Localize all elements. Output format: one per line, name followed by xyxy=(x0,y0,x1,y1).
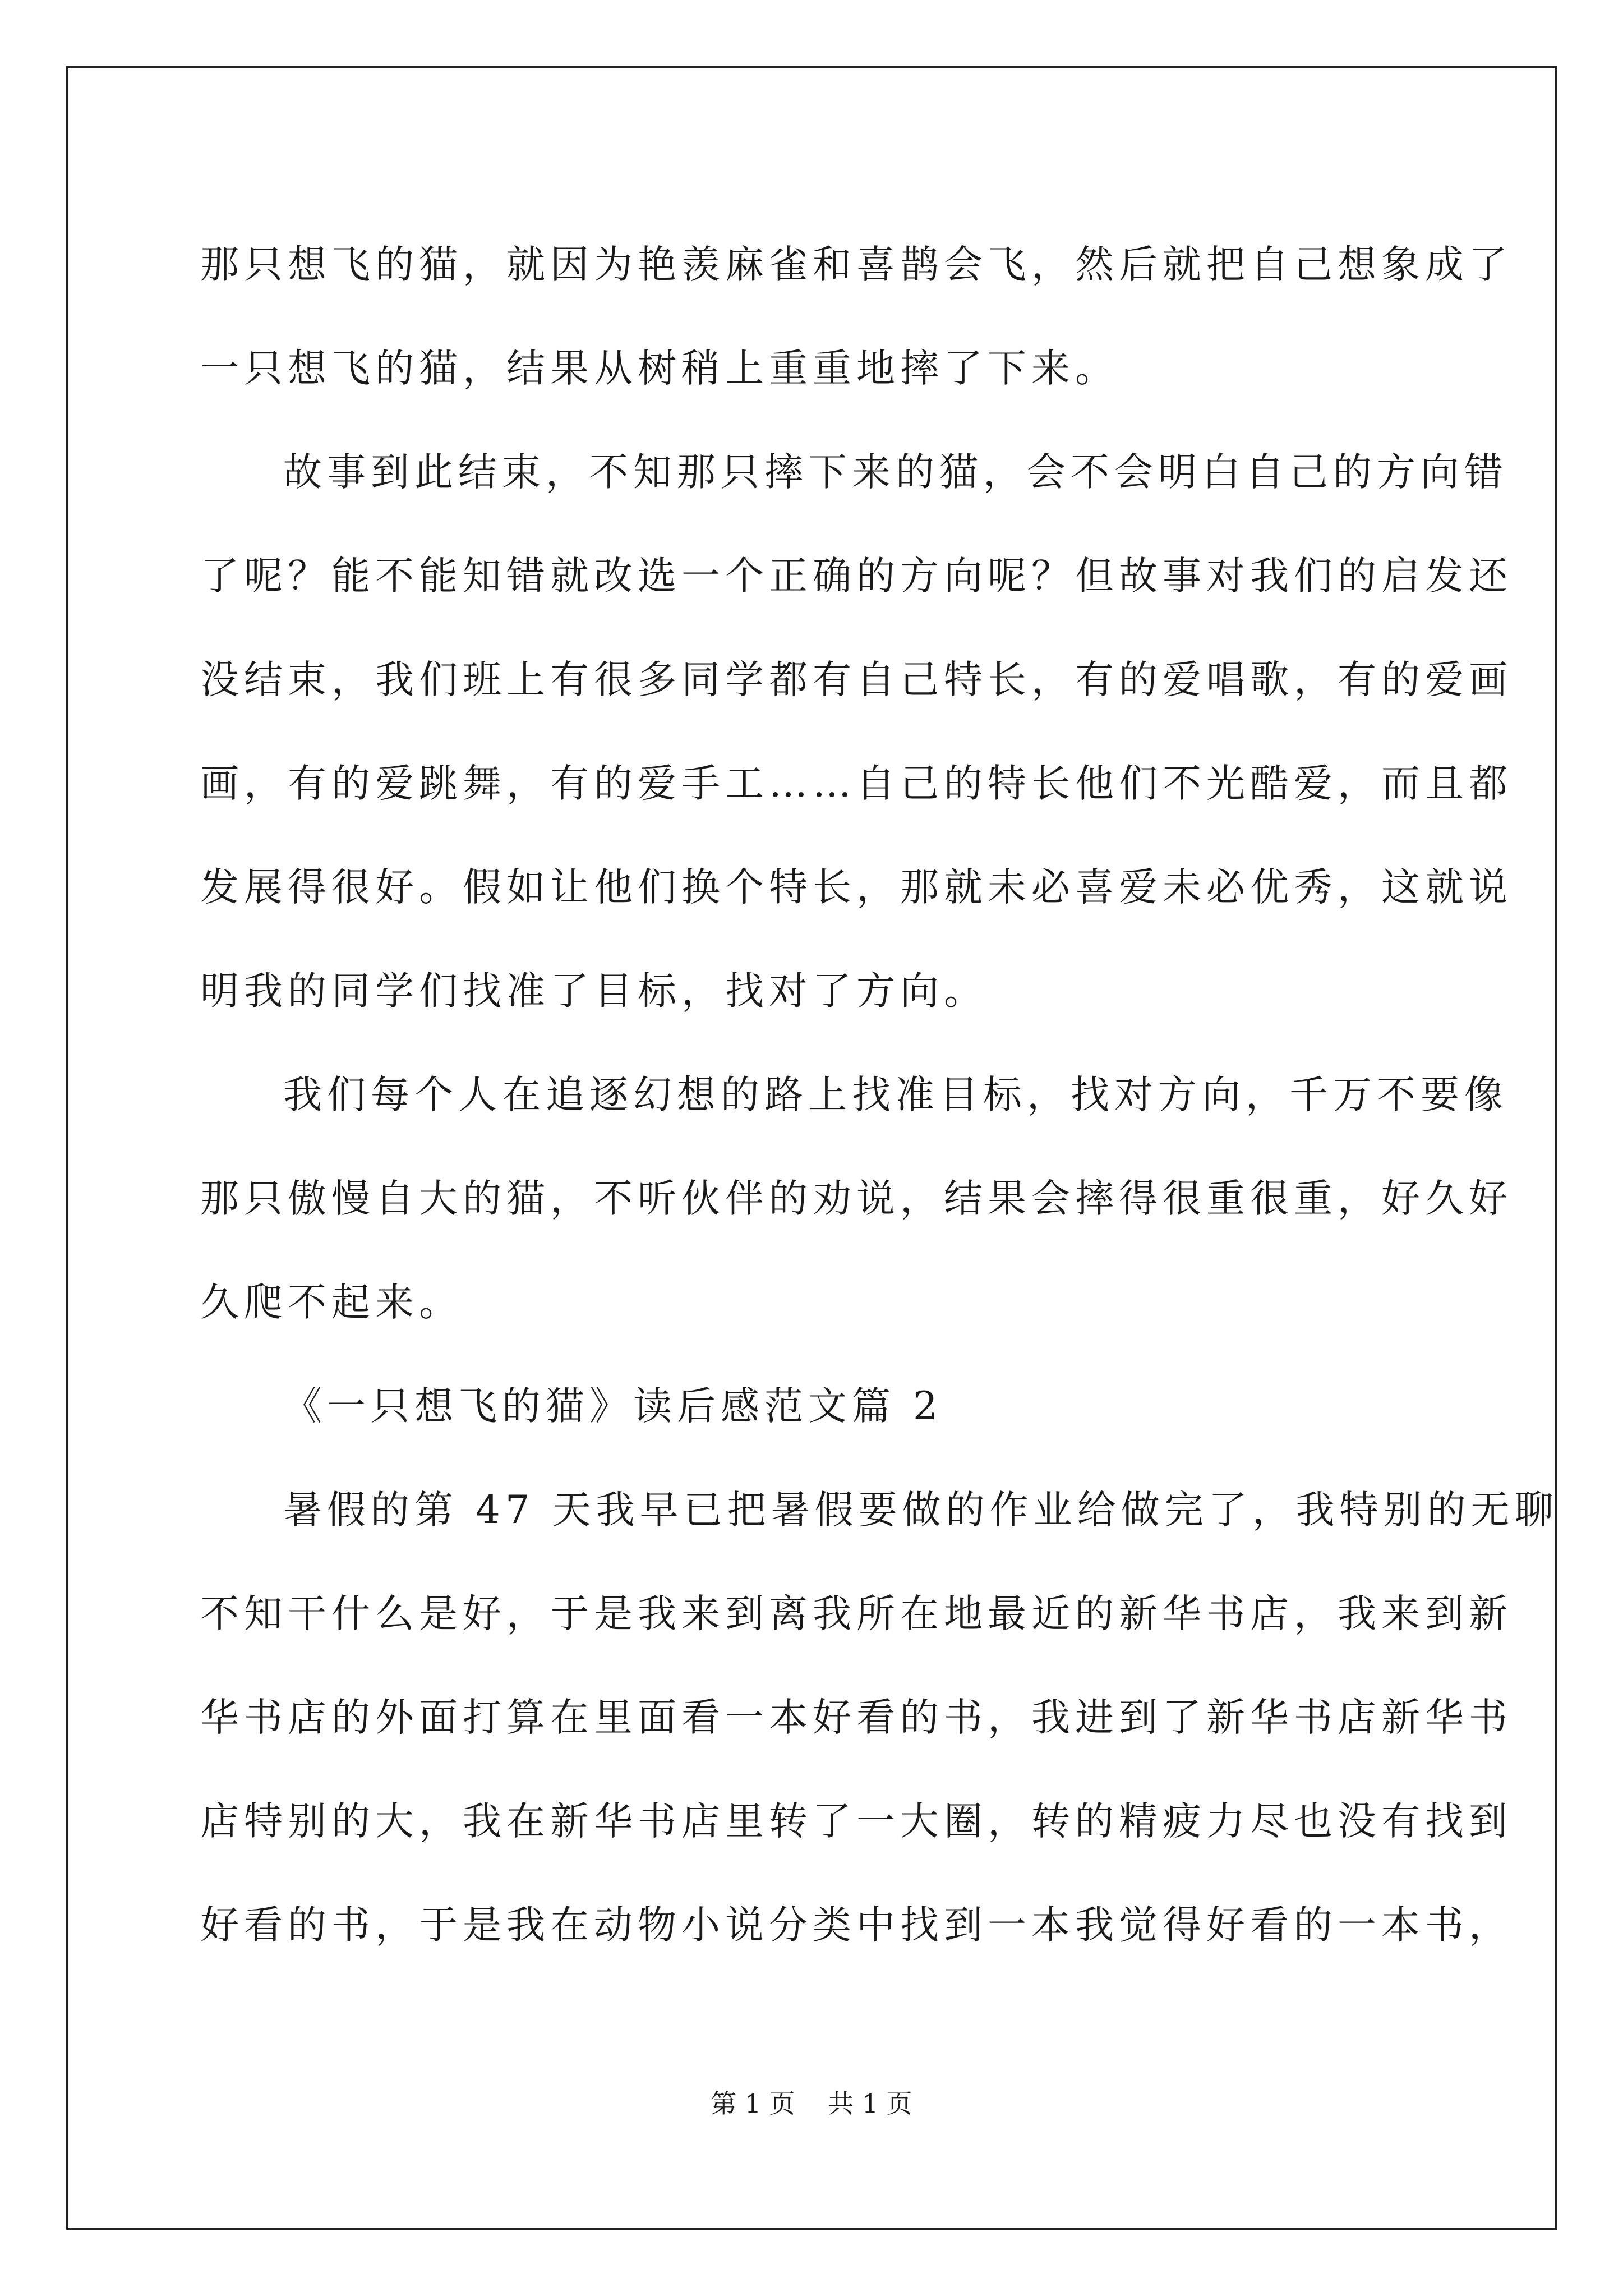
text-line: 华书店的外面打算在里面看一本好看的书，我进到了新华书店新华书 xyxy=(200,1695,1513,1740)
text-line: 没结束，我们班上有很多同学都有自己特长，有的爱唱歌，有的爱画 xyxy=(200,657,1513,702)
text-line: 明我的同学们找准了目标，找对了方向。 xyxy=(200,969,988,1014)
text-line: 好看的书，于是我在动物小说分类中找到一本我觉得好看的一本书， xyxy=(200,1903,1513,1948)
document-body xyxy=(200,213,1559,1977)
text-line: 画，有的爱跳舞，有的爱手工……自己的特长他们不光酷爱，而且都 xyxy=(200,761,1513,806)
text-line: 了呢？能不能知错就改选一个正确的方向呢？但故事对我们的启发还 xyxy=(200,554,1513,599)
text-line: 那只想飞的猫，就因为艳羡麻雀和喜鹊会飞，然后就把自己想象成了 xyxy=(200,242,1513,287)
text-line: 我们每个人在追逐幻想的路上找准目标，找对方向，千万不要像 xyxy=(283,1073,1508,1117)
text-line: 久爬不起来。 xyxy=(200,1280,463,1325)
text-line: 那只傲慢自大的猫，不听伙伴的劝说，结果会摔得很重很重，好久好 xyxy=(200,1176,1513,1221)
text-line: 发展得很好。假如让他们换个特长，那就未必喜爱未必优秀，这就说 xyxy=(200,865,1513,910)
text-line: 故事到此结束，不知那只摔下来的猫，会不会明白自己的方向错 xyxy=(283,450,1508,495)
text-line: 一只想飞的猫，结果从树稍上重重地摔了下来。 xyxy=(200,346,1119,391)
text-line: 店特别的大，我在新华书店里转了一大圈，转的精疲力尽也没有找到 xyxy=(200,1799,1513,1844)
text-line: 不知干什么是好，于是我来到离我所在地最近的新华书店，我来到新 xyxy=(200,1591,1513,1636)
text-line: 暑假的第 47 天我早已把暑假要做的作业给做完了，我特别的无聊 xyxy=(283,1488,1559,1533)
section-heading: 《一只想飞的猫》读后感范文篇 2 xyxy=(283,1384,943,1429)
page-footer: 第 1 页 共 1 页 xyxy=(711,2088,912,2119)
